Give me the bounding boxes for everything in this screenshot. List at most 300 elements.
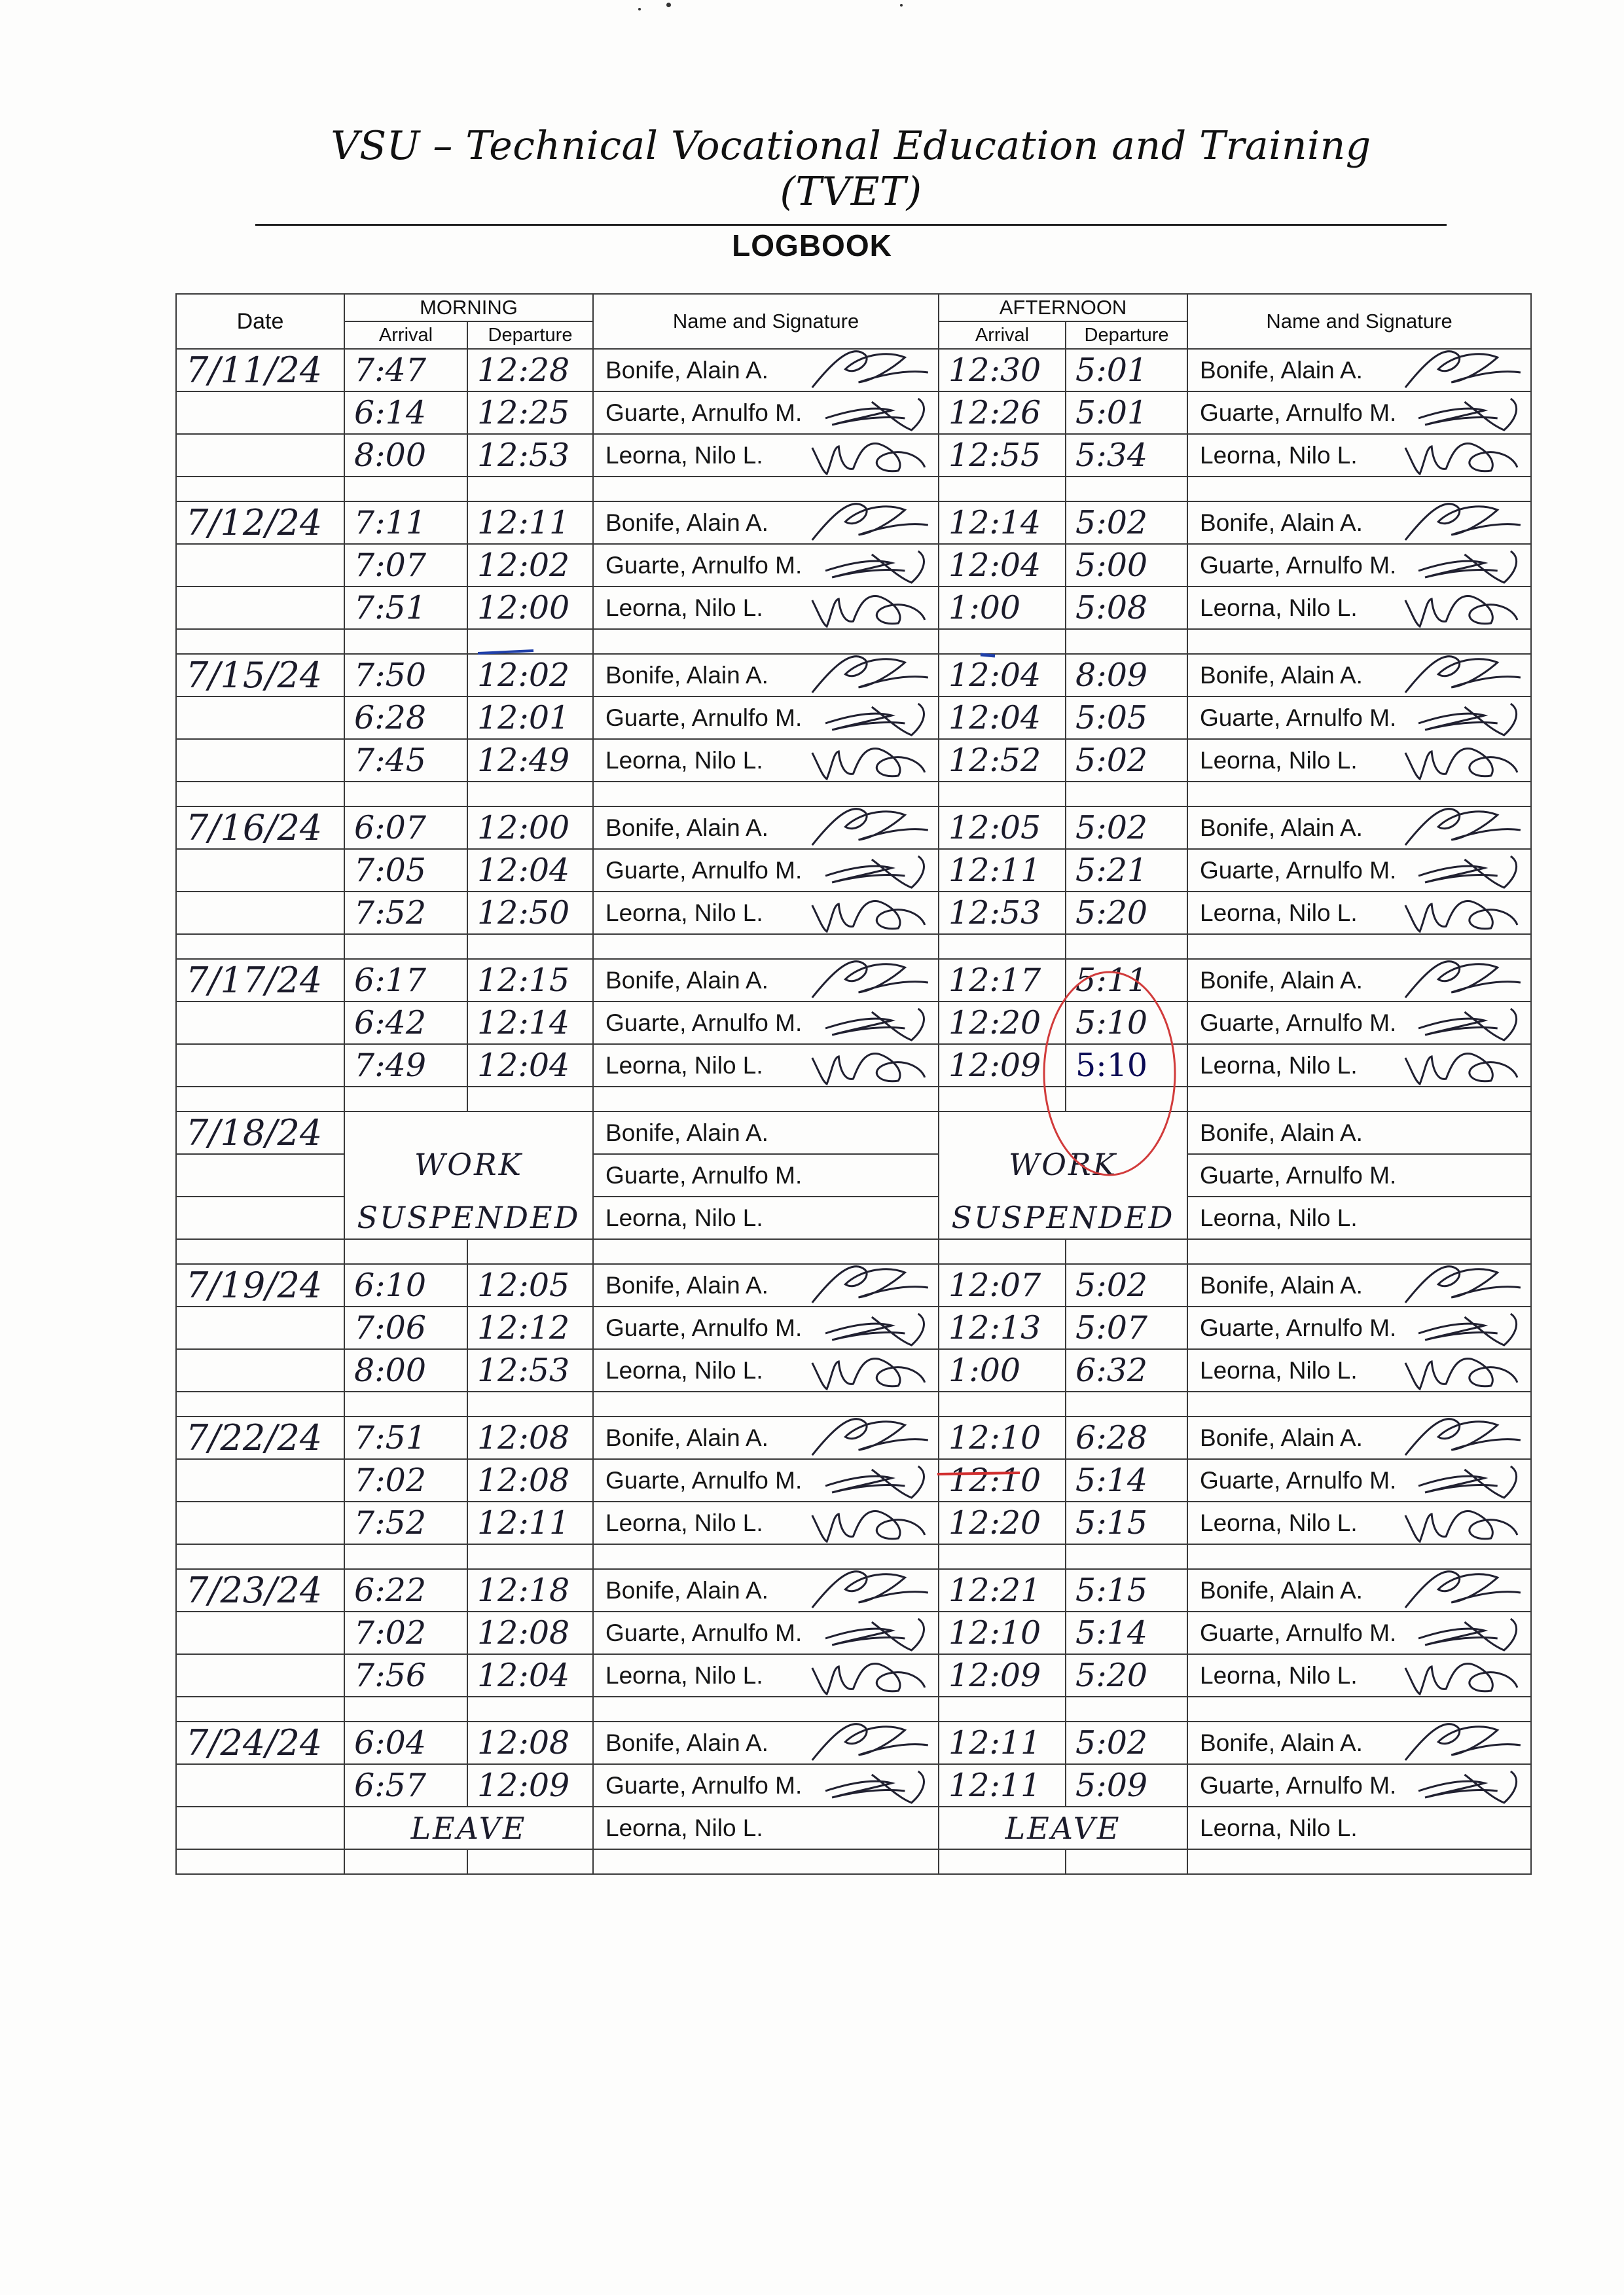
employee-name [1187, 1764, 1531, 1807]
spacer-cell [1066, 1544, 1187, 1569]
morning-departure-time: 12:05 [467, 1264, 593, 1307]
employee-name [593, 434, 939, 477]
date-cell-empty [176, 1654, 344, 1697]
morning-arrival-time: 7:02 [344, 1612, 467, 1654]
spacer-cell [344, 934, 467, 959]
log-row [176, 1044, 1531, 1087]
employee-name-label: Bonife, Alain A. [605, 509, 768, 536]
afternoon-arrival-time: 12:55 [939, 434, 1066, 477]
log-row [176, 1197, 1531, 1239]
afternoon-departure-time: 5:07 [1066, 1307, 1187, 1349]
afternoon-arrival-time: 12:17 [939, 959, 1066, 1002]
employee-name-label: Bonife, Alain A. [605, 966, 768, 994]
date-cell: 7/17/24 [176, 959, 344, 1002]
employee-name-label: Bonife, Alain A. [605, 1424, 768, 1451]
spacer-cell [344, 1239, 467, 1264]
log-row [176, 1264, 1531, 1307]
spacer-cell [939, 934, 1066, 959]
employee-name [1187, 501, 1531, 544]
spacer-cell [1066, 1697, 1187, 1722]
spacer-cell [1187, 1392, 1531, 1417]
date-header: Date [176, 294, 344, 349]
spacer-cell [1187, 629, 1531, 654]
spacer-cell [344, 782, 467, 806]
afternoon-leave-note: LEAVE [939, 1807, 1187, 1849]
log-row [176, 1307, 1531, 1349]
spacer-cell [467, 1392, 593, 1417]
morning-arrival-time: 7:45 [344, 739, 467, 782]
log-row [176, 544, 1531, 587]
spacer-cell [344, 477, 467, 501]
log-row [176, 1111, 1531, 1154]
morning-arrival-time: 6:17 [344, 959, 467, 1002]
afternoon-departure-time: 5:00 [1066, 544, 1187, 587]
afternoon-departure-time: 5:02 [1066, 739, 1187, 782]
employee-name-label: Guarte, Arnulfo M. [605, 856, 803, 884]
afternoon-note: SUSPENDED [939, 1197, 1187, 1239]
employee-name [1187, 1111, 1531, 1154]
employee-name-label: Guarte, Arnulfo M. [605, 399, 803, 426]
employee-name [1187, 1154, 1531, 1197]
employee-name-label: Guarte, Arnulfo M. [1200, 1009, 1397, 1036]
employee-name [1187, 696, 1531, 739]
afternoon-departure-time: 5:01 [1066, 391, 1187, 434]
spacer-cell [1187, 1849, 1531, 1874]
spacer-cell [593, 1392, 939, 1417]
date-cell-empty [176, 434, 344, 477]
afternoon-departure-time: 5:34 [1066, 434, 1187, 477]
morning-arrival-time: 7:47 [344, 349, 467, 391]
employee-name-label: Guarte, Arnulfo M. [1200, 1314, 1397, 1341]
afternoon-arrival-time: 12:14 [939, 501, 1066, 544]
morning-departure-time: 12:02 [467, 654, 593, 696]
log-row [176, 849, 1531, 892]
morning-note: SUSPENDED [344, 1197, 593, 1239]
employee-name-label: Guarte, Arnulfo M. [605, 1161, 803, 1189]
employee-name-label: Leorna, Nilo L. [605, 1051, 763, 1079]
spacer-cell [1066, 1087, 1187, 1111]
employee-name [593, 1654, 939, 1697]
log-row [176, 1764, 1531, 1807]
morning-arrival-time: 6:28 [344, 696, 467, 739]
employee-name [593, 501, 939, 544]
morning-departure-time: 12:50 [467, 892, 593, 934]
employee-name-label: Bonife, Alain A. [1200, 1119, 1363, 1146]
employee-name-label: Leorna, Nilo L. [1200, 746, 1358, 774]
spacer-row [176, 1087, 1531, 1111]
log-row [176, 349, 1531, 391]
afternoon-departure-time: 5:02 [1066, 501, 1187, 544]
spacer-cell [176, 477, 344, 501]
afternoon-departure-time: 5:01 [1066, 349, 1187, 391]
spacer-cell [176, 629, 344, 654]
spacer-cell [939, 1544, 1066, 1569]
employee-name-label: Leorna, Nilo L. [605, 746, 763, 774]
morning-departure-time: 12:12 [467, 1307, 593, 1349]
date-cell-empty [176, 587, 344, 629]
employee-name-label: Guarte, Arnulfo M. [1200, 1771, 1397, 1799]
morning-arrival-time: 6:14 [344, 391, 467, 434]
logbook-body [176, 349, 1531, 1874]
date-cell-empty [176, 544, 344, 587]
spacer-cell [344, 1544, 467, 1569]
date-cell-empty [176, 391, 344, 434]
date-cell-empty [176, 1307, 344, 1349]
employee-name-label: Guarte, Arnulfo M. [1200, 551, 1397, 579]
afternoon-departure-time: 8:09 [1066, 654, 1187, 696]
afternoon-departure-time: 5:08 [1066, 587, 1187, 629]
spacer-cell [1187, 477, 1531, 501]
employee-name-label: Guarte, Arnulfo M. [1200, 1619, 1397, 1646]
afternoon-arrival-time: 12:07 [939, 1264, 1066, 1307]
employee-name [1187, 544, 1531, 587]
morning-departure-time: 12:18 [467, 1569, 593, 1612]
employee-name-label: Leorna, Nilo L. [1200, 1814, 1358, 1841]
date-cell-empty [176, 696, 344, 739]
date-cell: 7/16/24 [176, 806, 344, 849]
name-signature-header: Name and Signature [1187, 294, 1531, 349]
spacer-cell [1187, 1087, 1531, 1111]
employee-name [593, 1569, 939, 1612]
employee-name [593, 1002, 939, 1044]
morning-arrival-time: 7:56 [344, 1654, 467, 1697]
spacer-cell [939, 629, 1066, 654]
employee-name-label: Leorna, Nilo L. [605, 594, 763, 621]
employee-name-label: Bonife, Alain A. [1200, 661, 1363, 689]
institution-title: VSU – Technical Vocational Education and Training (TVET) [331, 123, 1371, 215]
employee-name [1187, 1044, 1531, 1087]
employee-name [1187, 434, 1531, 477]
log-row [176, 587, 1531, 629]
employee-name [593, 1722, 939, 1764]
spacer-cell [1066, 629, 1187, 654]
spacer-cell [176, 1087, 344, 1111]
employee-name [593, 1197, 939, 1239]
employee-name-label: Leorna, Nilo L. [1200, 1356, 1358, 1384]
ink-speck [666, 3, 671, 7]
date-cell-empty [176, 1612, 344, 1654]
afternoon-arrival-time: 12:11 [939, 1764, 1066, 1807]
spacer-row [176, 934, 1531, 959]
employee-name-label: Leorna, Nilo L. [1200, 594, 1358, 621]
morning-arrival-time: 8:00 [344, 434, 467, 477]
date-cell: 7/22/24 [176, 1417, 344, 1459]
date-cell: 7/23/24 [176, 1569, 344, 1612]
afternoon-note: WORK [939, 1111, 1187, 1197]
morning-arrival-time: 7:11 [344, 501, 467, 544]
employee-name-label: Guarte, Arnulfo M. [1200, 704, 1397, 731]
employee-name-label: Bonife, Alain A. [605, 1271, 768, 1299]
spacer-cell [1066, 477, 1187, 501]
employee-name-label: Leorna, Nilo L. [605, 1204, 763, 1231]
employee-name [1187, 1264, 1531, 1307]
log-row [176, 1807, 1531, 1849]
afternoon-departure-time: 5:14 [1066, 1612, 1187, 1654]
employee-name [593, 1612, 939, 1654]
spacer-cell [467, 934, 593, 959]
employee-name [593, 806, 939, 849]
morning-departure-time: 12:08 [467, 1417, 593, 1459]
morning-arrival-time: 7:02 [344, 1459, 467, 1502]
date-cell-empty [176, 892, 344, 934]
logbook-table [175, 293, 1532, 1875]
employee-name [593, 1154, 939, 1197]
morning-departure-time: 12:11 [467, 501, 593, 544]
afternoon-arrival-time: 12:10 [939, 1417, 1066, 1459]
spacer-cell [593, 782, 939, 806]
employee-name-label: Bonife, Alain A. [1200, 966, 1363, 994]
log-row [176, 1002, 1531, 1044]
employee-name-label: Guarte, Arnulfo M. [1200, 399, 1397, 426]
morning-departure-time: 12:00 [467, 587, 593, 629]
date-cell-empty [176, 1044, 344, 1087]
afternoon-departure-time: 6:32 [1066, 1349, 1187, 1392]
spacer-row [176, 782, 1531, 806]
employee-name [1187, 391, 1531, 434]
spacer-cell [344, 1849, 467, 1874]
employee-name [1187, 654, 1531, 696]
spacer-cell [939, 1392, 1066, 1417]
employee-name [1187, 1722, 1531, 1764]
morning-departure-time: 12:08 [467, 1722, 593, 1764]
morning-arrival-time: 6:07 [344, 806, 467, 849]
date-cell-empty [176, 849, 344, 892]
employee-name [593, 1502, 939, 1544]
spacer-cell [467, 1849, 593, 1874]
date-cell: 7/19/24 [176, 1264, 344, 1307]
spacer-cell [1066, 934, 1187, 959]
spacer-cell [176, 1544, 344, 1569]
spacer-cell [176, 1849, 344, 1874]
morning-arrival-time: 6:04 [344, 1722, 467, 1764]
employee-name [593, 1807, 939, 1849]
employee-name-label: Leorna, Nilo L. [1200, 441, 1358, 469]
morning-arrival-time: 7:51 [344, 1417, 467, 1459]
morning-departure-time: 12:15 [467, 959, 593, 1002]
employee-name-label: Leorna, Nilo L. [1200, 1661, 1358, 1689]
employee-name [1187, 806, 1531, 849]
morning-departure-time: 12:25 [467, 391, 593, 434]
afternoon-arrival-time: 12:04 [939, 654, 1066, 696]
employee-name [593, 849, 939, 892]
morning-departure-time: 12:08 [467, 1612, 593, 1654]
spacer-cell [593, 1849, 939, 1874]
morning-departure-time: 12:02 [467, 544, 593, 587]
spacer-cell [344, 1697, 467, 1722]
date-cell-empty [176, 1154, 344, 1197]
date-cell: 7/15/24 [176, 654, 344, 696]
employee-name [1187, 1502, 1531, 1544]
log-row [176, 1502, 1531, 1544]
afternoon-header: AFTERNOON [939, 294, 1187, 321]
employee-name [1187, 1654, 1531, 1697]
afternoon-arrival-time: 12:13 [939, 1307, 1066, 1349]
afternoon-arrival-time: 12:20 [939, 1502, 1066, 1544]
afternoon-arrival-time: 12:04 [939, 544, 1066, 587]
afternoon-arrival-time: 1:00 [939, 587, 1066, 629]
employee-name [593, 1764, 939, 1807]
spacer-cell [1187, 1239, 1531, 1264]
date-cell-empty [176, 1002, 344, 1044]
employee-name-label: Leorna, Nilo L. [1200, 899, 1358, 926]
spacer-cell [344, 629, 467, 654]
employee-name-label: Leorna, Nilo L. [605, 1814, 763, 1841]
employee-name [593, 1307, 939, 1349]
employee-name-label: Leorna, Nilo L. [1200, 1051, 1358, 1079]
morning-arrival-time: 7:06 [344, 1307, 467, 1349]
ink-speck [638, 8, 641, 10]
spacer-cell [939, 782, 1066, 806]
date-cell-empty [176, 1197, 344, 1239]
spacer-cell [467, 477, 593, 501]
afternoon-arrival-time: 12:53 [939, 892, 1066, 934]
spacer-row [176, 1392, 1531, 1417]
afternoon-arrival-time: 12:11 [939, 1722, 1066, 1764]
spacer-row [176, 1697, 1531, 1722]
spacer-cell [176, 782, 344, 806]
afternoon-arrival-time: 12:09 [939, 1654, 1066, 1697]
morning-departure-time: 12:14 [467, 1002, 593, 1044]
employee-name [593, 1417, 939, 1459]
spacer-cell [593, 1239, 939, 1264]
employee-name-label: Bonife, Alain A. [605, 1576, 768, 1604]
employee-name [1187, 1002, 1531, 1044]
spacer-cell [344, 1087, 467, 1111]
date-cell: 7/12/24 [176, 501, 344, 544]
employee-name-label: Guarte, Arnulfo M. [605, 1619, 803, 1646]
spacer-cell [939, 1697, 1066, 1722]
log-row [176, 739, 1531, 782]
afternoon-departure-time: 5:20 [1066, 1654, 1187, 1697]
ink-speck [900, 4, 903, 7]
spacer-cell [176, 1392, 344, 1417]
afternoon-departure-time: 5:15 [1066, 1502, 1187, 1544]
employee-name [593, 654, 939, 696]
employee-name-label: Bonife, Alain A. [1200, 1576, 1363, 1604]
log-row [176, 806, 1531, 849]
employee-name-label: Bonife, Alain A. [1200, 1424, 1363, 1451]
employee-name-label: Bonife, Alain A. [1200, 1271, 1363, 1299]
morning-arrival-time: 7:07 [344, 544, 467, 587]
morning-arrival-time: 7:49 [344, 1044, 467, 1087]
afternoon-departure-time: 5:21 [1066, 849, 1187, 892]
morning-departure-time: 12:04 [467, 1044, 593, 1087]
afternoon-arrival-time: 12:05 [939, 806, 1066, 849]
morning-arrival-time: 6:42 [344, 1002, 467, 1044]
morning-note: WORK [344, 1111, 593, 1197]
spacer-row [176, 1544, 1531, 1569]
afternoon-arrival-time: 12:26 [939, 391, 1066, 434]
employee-name-label: Bonife, Alain A. [1200, 1729, 1363, 1756]
morning-arrival-time: 7:51 [344, 587, 467, 629]
morning-departure-time: 12:01 [467, 696, 593, 739]
morning-arrival-time: 6:22 [344, 1569, 467, 1612]
employee-name [1187, 1569, 1531, 1612]
morning-departure-time: 12:49 [467, 739, 593, 782]
afternoon-departure-time: 5:02 [1066, 806, 1187, 849]
spacer-cell [1187, 934, 1531, 959]
employee-name [593, 892, 939, 934]
employee-name [1187, 1307, 1531, 1349]
afternoon-departure-time: 5:10 [1066, 1044, 1187, 1087]
morning-departure-time: 12:04 [467, 849, 593, 892]
afternoon-departure-time: 5:09 [1066, 1764, 1187, 1807]
spacer-cell [593, 1087, 939, 1111]
employee-name-label: Leorna, Nilo L. [605, 1509, 763, 1536]
spacer-cell [593, 1697, 939, 1722]
spacer-row [176, 1239, 1531, 1264]
spacer-cell [939, 1087, 1066, 1111]
log-row [176, 391, 1531, 434]
log-row [176, 1722, 1531, 1764]
employee-name [1187, 587, 1531, 629]
log-row [176, 959, 1531, 1002]
morning-departure-time: 12:00 [467, 806, 593, 849]
morning-departure-time: 12:04 [467, 1654, 593, 1697]
spacer-cell [467, 1087, 593, 1111]
employee-name-label: Bonife, Alain A. [605, 814, 768, 841]
employee-name-label: Bonife, Alain A. [1200, 509, 1363, 536]
afternoon-arrival-time: 1:00 [939, 1349, 1066, 1392]
morning-arrival-header: Arrival [344, 321, 467, 349]
afternoon-arrival-header: Arrival [939, 321, 1066, 349]
date-cell-empty [176, 1502, 344, 1544]
date-cell-empty [176, 1807, 344, 1849]
afternoon-arrival-time: 12:11 [939, 849, 1066, 892]
morning-departure-time: 12:53 [467, 1349, 593, 1392]
afternoon-departure-time: 5:14 [1066, 1459, 1187, 1502]
employee-name [1187, 1197, 1531, 1239]
log-row [176, 654, 1531, 696]
spacer-cell [467, 629, 593, 654]
employee-name-label: Bonife, Alain A. [605, 1729, 768, 1756]
morning-leave-note: LEAVE [344, 1807, 593, 1849]
employee-name-label: Guarte, Arnulfo M. [605, 704, 803, 731]
date-cell-empty [176, 1764, 344, 1807]
employee-name-label: Guarte, Arnulfo M. [1200, 1466, 1397, 1494]
log-row [176, 1459, 1531, 1502]
morning-departure-time: 12:11 [467, 1502, 593, 1544]
spacer-cell [344, 1392, 467, 1417]
employee-name-label: Guarte, Arnulfo M. [1200, 856, 1397, 884]
employee-name [593, 739, 939, 782]
afternoon-arrival-time: 12:04 [939, 696, 1066, 739]
morning-arrival-time: 8:00 [344, 1349, 467, 1392]
log-row [176, 1569, 1531, 1612]
employee-name-label: Leorna, Nilo L. [605, 441, 763, 469]
spacer-cell [1187, 1544, 1531, 1569]
employee-name-label: Leorna, Nilo L. [1200, 1509, 1358, 1536]
spacer-cell [467, 1544, 593, 1569]
spacer-cell [176, 1697, 344, 1722]
employee-name-label: Guarte, Arnulfo M. [605, 1009, 803, 1036]
morning-arrival-time: 7:52 [344, 892, 467, 934]
afternoon-arrival-time: 12:10 [939, 1459, 1066, 1502]
log-row [176, 892, 1531, 934]
spacer-cell [1066, 1849, 1187, 1874]
spacer-cell [593, 477, 939, 501]
morning-departure-time: 12:08 [467, 1459, 593, 1502]
employee-name [593, 1264, 939, 1307]
spacer-cell [1066, 1392, 1187, 1417]
employee-name-label: Guarte, Arnulfo M. [605, 1314, 803, 1341]
morning-departure-header: Departure [467, 321, 593, 349]
employee-name [1187, 892, 1531, 934]
spacer-cell [1187, 1697, 1531, 1722]
date-cell-empty [176, 1459, 344, 1502]
spacer-cell [1066, 1239, 1187, 1264]
employee-name [1187, 1349, 1531, 1392]
